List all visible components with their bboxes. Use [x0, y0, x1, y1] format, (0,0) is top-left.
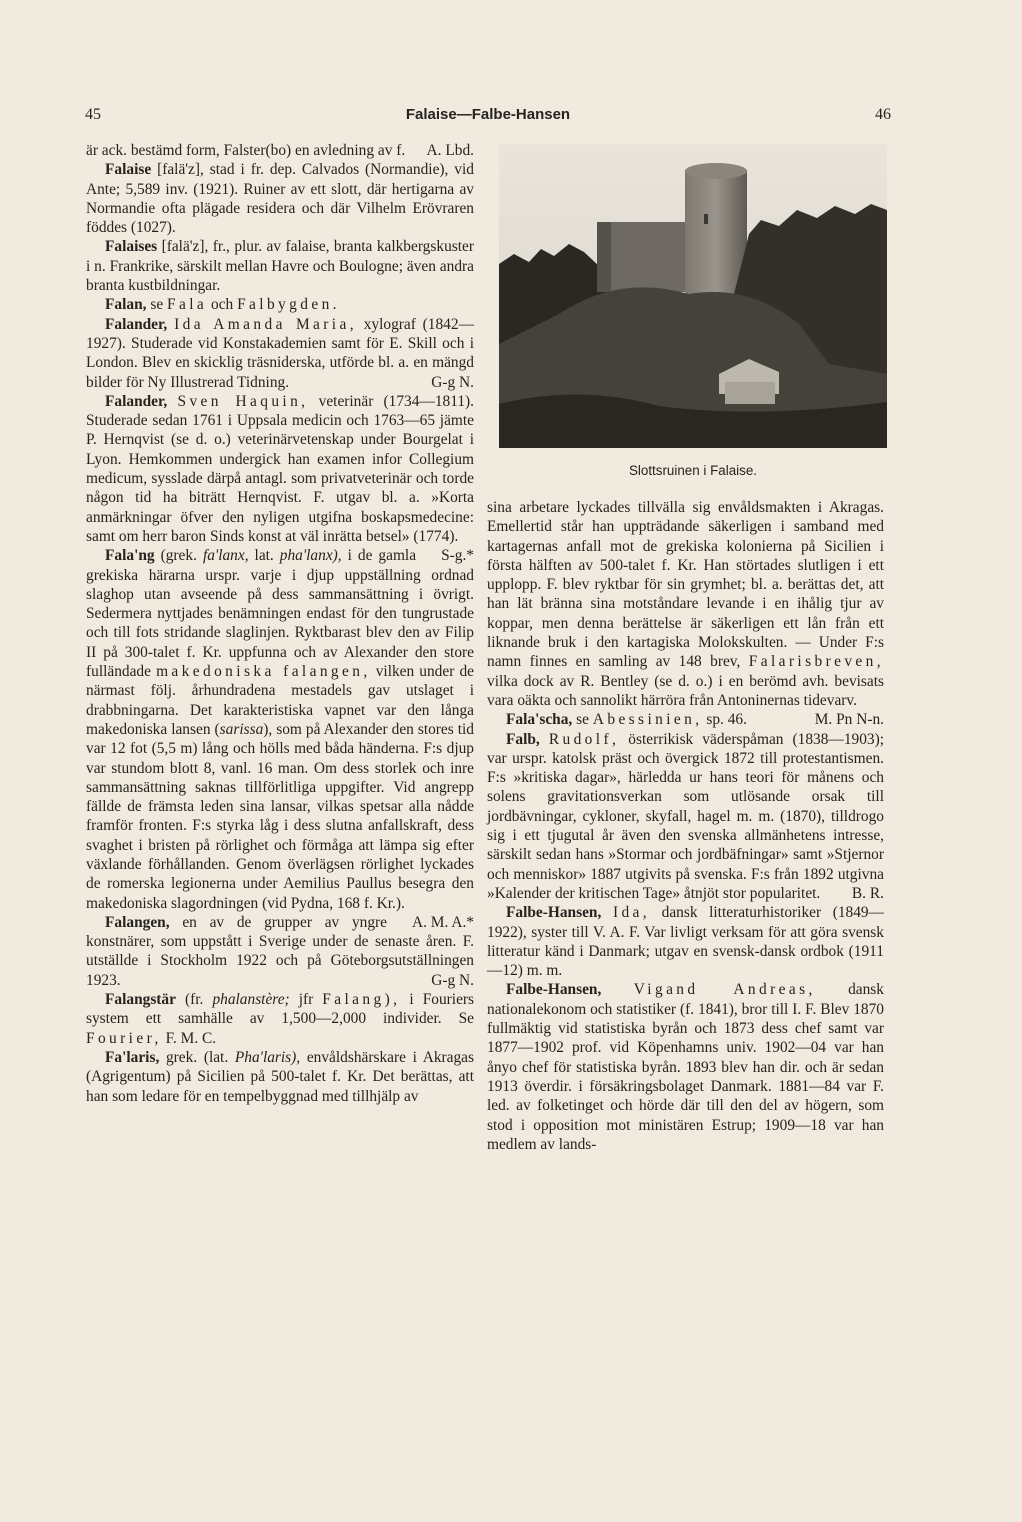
entry-text: en av de grupper av yngre konstnärer, som uppstått i Sverige under de senaste åren. F. utställde i Stockholm 1922 och på Göteborgsutställningen 1923.	[86, 913, 474, 989]
entry-text: i Fouriers system ett samhälle av 1,500—2,000 individer. Se	[86, 991, 475, 1028]
entry-text: österrikisk väderspåman (1838—1903); var urspr. katolsk präst och övergick 1872 till protestantismen. F:s »kritiska dagar», härledda ur hans teori för månens och solens gravitationsverkan som utlösande orsak till jordbävningar, cykloner, skyfall, hagel m. m. (1870), tilldrogo sig i ett tjugutal år även den svenska allmänhetens intresse, särskilt sedan hans »Stormar och jordbäfningar» samt »Stjernor och menniskor» 1887 utgivits på svenska. F:s från 1892 utgivna »Kalender der kritischen Tage» åtnjöt stor popularitet.	[487, 730, 884, 902]
author-signature: B. R.	[851, 884, 884, 902]
entry-headword: Falander,	[105, 315, 168, 333]
entry-text: envåldshärskare i Akragas (Agrigentum) på Sicilien på 500-talet f. Kr. Det berättas, att han som ledare för en tempelbyggnad med tillhjälp av	[86, 1048, 474, 1105]
person-name: Ida Amanda Maria,	[174, 315, 357, 333]
cross-reference: Falbygden.	[237, 296, 340, 314]
entry-headword: Fala'scha,	[506, 711, 573, 729]
entry-falaris	[86, 1048, 474, 1106]
author-signature: M. Pn N-n.	[814, 711, 884, 729]
entry-text: xylograf (1842—1927). Studerade vid Konstakademien samt för E. Skill och i London. Blev en skicklig träsniderska, utförde bl. a. en mängd bilder för Ny Illustrerad Tidning.	[86, 315, 474, 391]
page-header	[85, 106, 891, 128]
right-column	[487, 498, 884, 1154]
house-wall	[725, 382, 775, 404]
entry-text: jfr	[298, 991, 314, 1009]
wall-shadow	[597, 222, 611, 292]
entry-falan	[86, 295, 474, 314]
castle-ruin-illustration	[499, 144, 887, 448]
entry-headword: Fala'ng	[105, 547, 155, 565]
entry-text: [falä'z], fr., plur. av falaise, branta kalkbergskuster i n. Frankrike, särskilt mellan Havre och Boulogne; även andra branta kustbildningar.	[86, 238, 474, 295]
entry-headword: Falan,	[105, 296, 147, 314]
foreign-term: fa'lanx,	[202, 547, 249, 565]
foreign-term: pha'lanx),	[279, 547, 342, 565]
entry-falaise	[86, 160, 474, 237]
entry-falb	[487, 730, 884, 904]
cross-reference: Abessinien,	[592, 711, 703, 729]
person-name: Rudolf,	[548, 730, 620, 748]
cross-reference: makedoniska falangen,	[156, 663, 371, 681]
entry-text: dansk nationalekonom och statistiker (f. 1841), bror till I. F. Blev 1870 fullmäktig vid statistiska byrån och 1873 dess chef samt var 1877—1902 prof. vid Köpenhamns univ. 1902—04 var han ånyo chef för statistiska byrån. 1893 blev han dir. och är sedan 1913 överdir. i försäkringsbolaget Danmark. 1881—84 var F. led. av folketinget och hörde där till den del av högern, som stod i opposition mot ministären Estrup; 1909—18 var han medlem av lands-	[487, 981, 884, 1153]
entry-falaises	[86, 237, 474, 295]
entry-headword: Falbe-Hansen,	[506, 981, 602, 999]
entry-headword: Fa'laris,	[105, 1048, 160, 1066]
cross-reference: Falarisbreven,	[748, 653, 884, 671]
entry-text: sp. 46.	[706, 711, 747, 729]
person-name: Vigand Andreas,	[633, 981, 816, 999]
entry-text: och	[211, 296, 234, 314]
running-title: Falaise—Falbe-Hansen	[405, 106, 571, 123]
entry-text: vilka dock av R. Bentley (se d. o.) i en berömd avh. bevisats vara oäkta och sannolikt härröra från Antoninernas tidevarv.	[487, 672, 884, 709]
castle-ruin-photo	[499, 144, 887, 448]
tower-window	[704, 214, 708, 224]
entry-headword: Falaises	[105, 238, 158, 256]
entry-headword: Falander,	[105, 392, 168, 410]
figure-caption: Slottsruinen i Falaise.	[628, 463, 757, 478]
author-signature: A. Lbd.	[426, 142, 474, 159]
foreign-term: phalanstère;	[212, 991, 290, 1009]
entry-falster	[86, 141, 474, 160]
cross-reference: Falang),	[322, 991, 401, 1009]
page-number-right: 46	[875, 106, 891, 123]
page-number-left: 45	[85, 106, 101, 123]
entry-text: se	[576, 711, 589, 729]
entry-text: i de gamla grekiska härarna urspr. varje i djup uppställning ordnad slaghop utan avseende på dess sammansättning i övrigt. Sedermera nyttjades benämningen endast för den tungrustade och till fots stridande slaglinjen. Ryktbarast blev den av Filip II på 300-talet f. Kr. uppfunna och av Alexander den store fulländade	[86, 547, 474, 681]
entry-text: veterinär (1734—1811). Studerade sedan 1761 i Uppsala medicin och 1763—65 jämte P. Hernqvist (se d. o.) veterinärvetenskap under Bourgelat i Lyon. Hemkommen undergick han examen infor Collegium medicum, sysslade därpå antagl. som privatveterinär och torde någon tid ha biträtt Hernqvist. F. utgav bl. a. »Korta anmärkningar öfver den nyligen utgifna boskapsmedecine: samt om herr baron Sinds konst at väl inrätta betsel» (1774).	[86, 392, 474, 545]
entry-text: F. M. C.	[165, 1029, 217, 1047]
person-name: Sven Haquin,	[177, 392, 309, 410]
author-signature: A. M. A.*	[412, 913, 474, 931]
left-column	[86, 141, 474, 1106]
entry-falang	[86, 546, 474, 931]
entry-text: grek. (lat.	[165, 1048, 229, 1066]
entry-text: (fr.	[185, 991, 204, 1009]
author-signature: G-g N.	[431, 373, 474, 391]
foreign-term: sarissa	[219, 720, 264, 738]
entry-headword: Falb,	[506, 730, 540, 748]
entry-falangstar	[86, 990, 474, 1048]
entry-text: är ack. bestämd form, Falster(bo) en avledning av f.	[86, 142, 406, 159]
tower-top	[685, 163, 747, 179]
entry-headword: Falbe-Hansen,	[506, 904, 602, 922]
entry-text: ), som på Alexander den stores tid var 12 fot (5,5 m) lång och hölls med båda händerna. F:s djup var stundom blott 8, vanl. 16 man. Om dess storlek och inre sammansättning saknas tillförlitliga uppgifter. Vid angrepp fällde de främsta leden sina lansar, vilkas spetsar alla nådde framför fronten. F:s styrka låg i dess slutna anfallskraft, dess svaghet i bristen på rörlighet och förmåga att lämpa sig efter växlande förhållanden. Genom överlägsen rörlighet lyckades de romerska legionerna under Aemilius Paullus besegra den makedoniska slagordningen (vid Pydna, 168 f. Kr.).	[86, 720, 474, 912]
entry-text: dansk litteraturhistoriker (1849—1922), syster till V. A. F. Var livligt verksam för att göra svensk litteratur känd i Danmark; utgav en svensk-dansk ordbok (1911—12) m. m.	[487, 904, 884, 980]
entry-headword: Falangstär	[105, 991, 176, 1009]
entry-falander-ida	[86, 315, 474, 392]
cross-reference: Fala	[167, 296, 208, 314]
author-signature: S-g.*	[441, 547, 474, 565]
entry-text: sina arbetare lyckades tillvälla sig envåldsmakten i Akragas. Emellertid står han uppträdande säkerligen i samband med kartagernas anfall mot de grekiska kolonierna på Sicilien i första hälften av 500-talet f. Kr. Han störtades slutligen i ett upplopp. F. blev ryktbar för sin grymhet; bl. a. berättas det, att han lät bränna sina motståndare levande i en ihålig tjur av koppar, men denna berättelse är säkerligen ett lån från ett liknande bruk i den kartagiska Molokskulten. — Under F:s namn finnes en samling av 148 brev,	[487, 499, 884, 671]
cross-reference: Fourier,	[86, 1029, 162, 1047]
entry-text: lat.	[254, 547, 274, 565]
entry-headword: Falaise	[105, 161, 152, 179]
entry-text: (grek.	[160, 547, 197, 565]
person-name: Ida,	[612, 904, 651, 922]
entry-headword: Falangen,	[105, 913, 170, 931]
author-signature: G-g N.	[431, 971, 474, 989]
entry-falbe-hansen-vigand	[487, 980, 884, 1154]
entry-text: se	[150, 296, 164, 314]
foreign-term: Pha'laris),	[234, 1048, 301, 1066]
entry-text: vilken under de närmast följ. århundradena mestadels gav utslaget i drabbningarna. Det karakteristiska vapnet var den långa makedoniska lansen (	[86, 663, 474, 738]
entry-falbe-hansen-ida	[487, 903, 884, 980]
entry-text: [falä'z], stad i fr. dep. Calvados (Normandie), vid Ante; 5,589 inv. (1921). Ruiner av ett slott, där hertigarna av Normandie ofta plägade residera och där Vilhelm Erövraren föddes (1027).	[86, 161, 474, 237]
